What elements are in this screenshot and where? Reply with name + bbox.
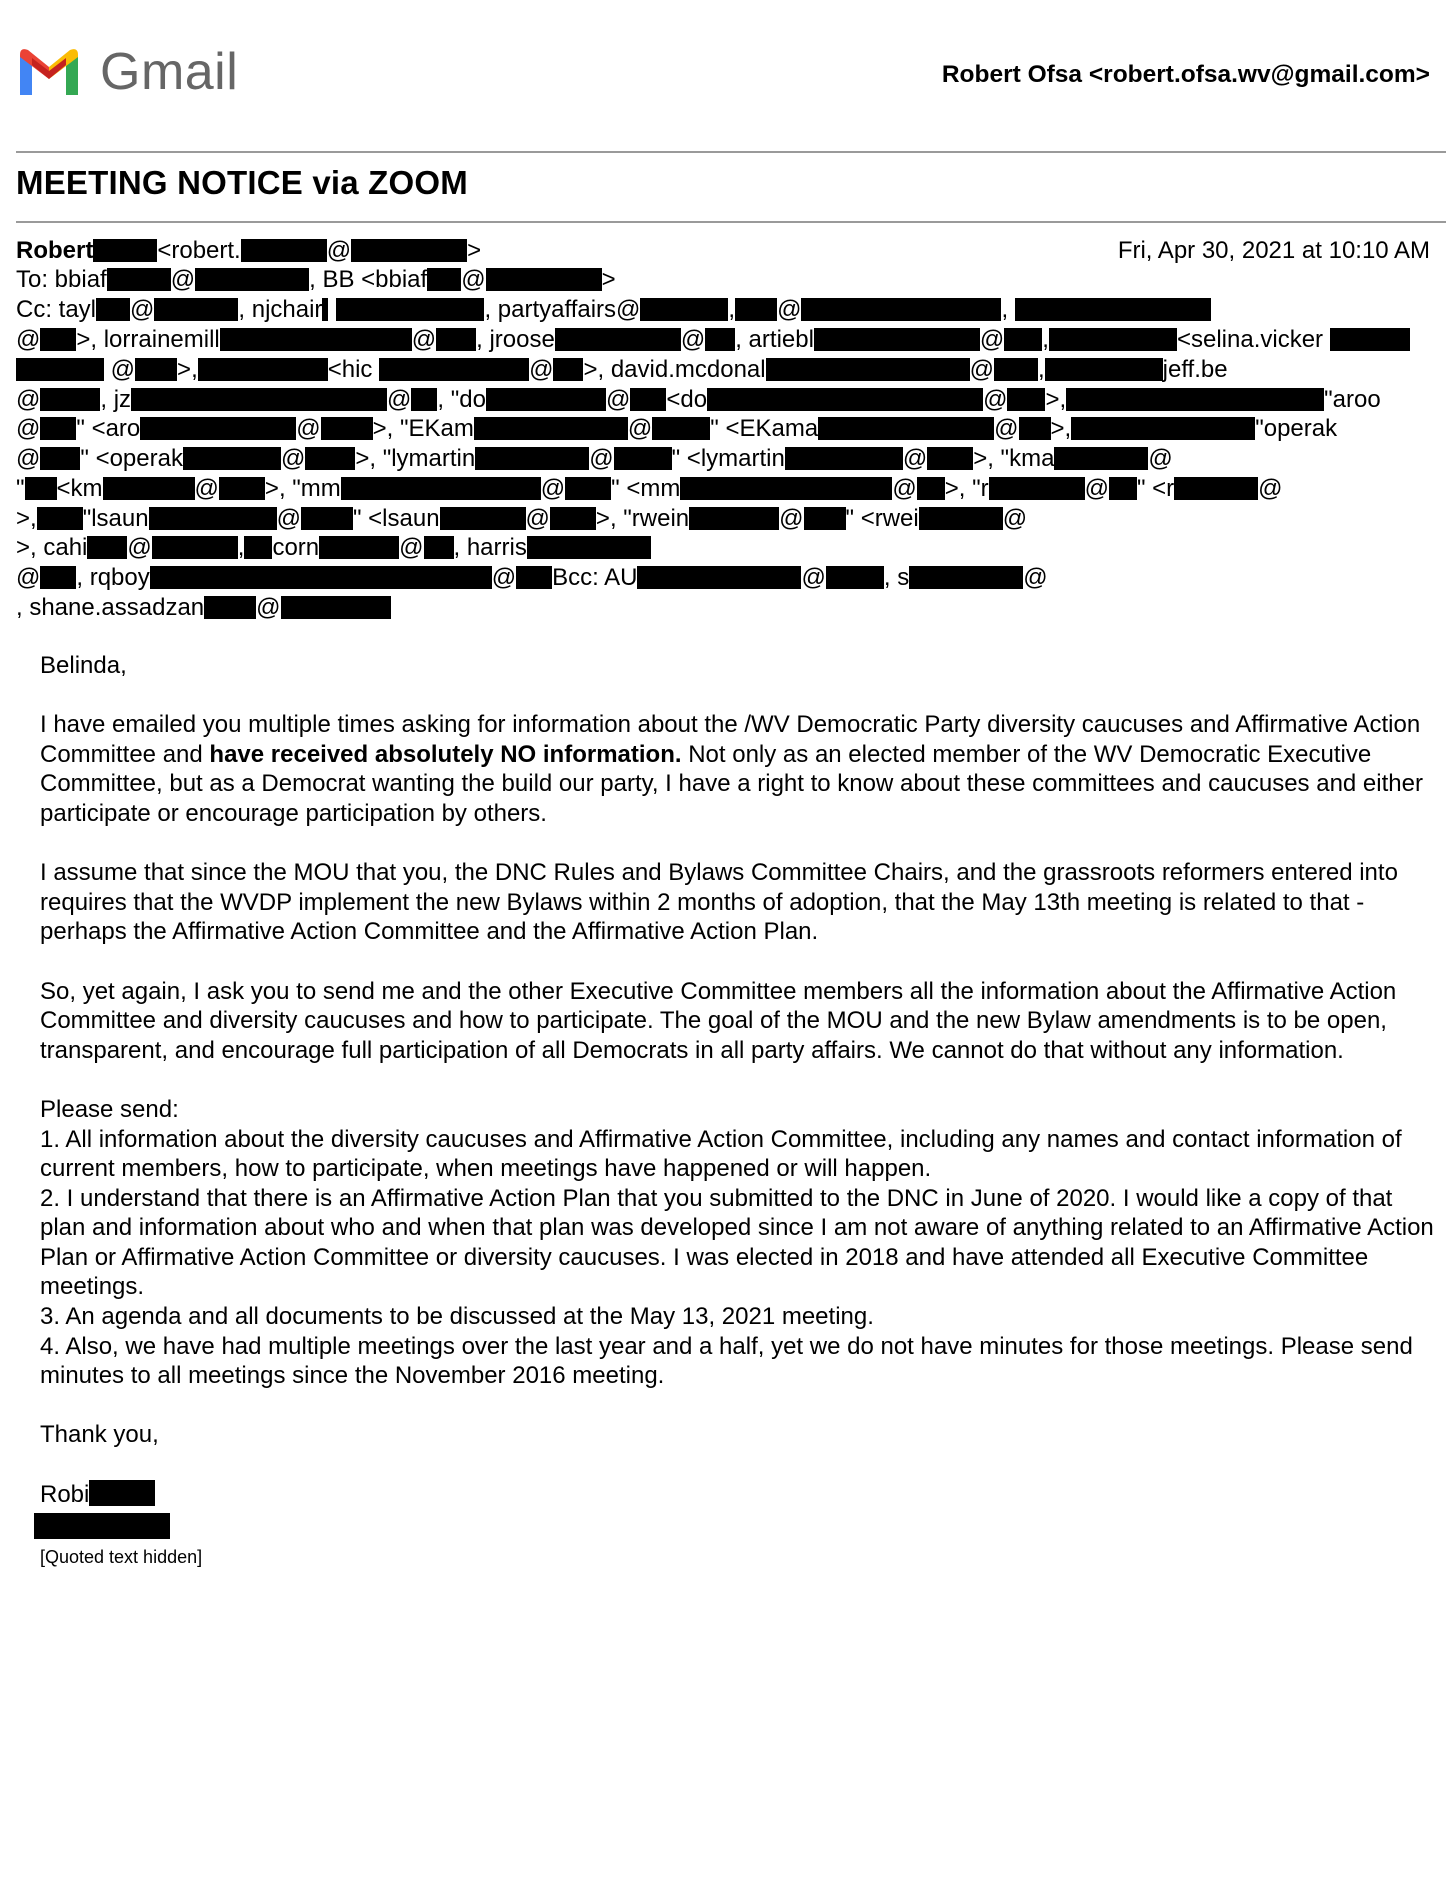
header-text: <hic xyxy=(327,356,373,383)
redaction-bar xyxy=(689,507,779,530)
redaction-bar xyxy=(486,388,606,411)
redaction-bar xyxy=(814,328,980,351)
cc-line-1 xyxy=(16,295,1211,325)
redaction-bar xyxy=(152,536,238,559)
redaction-bar xyxy=(909,566,1023,589)
request-list xyxy=(40,1095,1440,1391)
bcc-line-2 xyxy=(16,593,391,623)
header-text: @ xyxy=(627,415,653,442)
redaction-bar xyxy=(319,536,399,559)
paragraph-1: I have emailed you multiple times asking for information about the /WV Democratic Party diversity caucuses and Affirmative Action Committee and have received absolutely NO information. Not only as an elected member of the WV Democratic Executive Committee, but as a Democrat wanting the build our party, I have a right to know about these committees and caucuses and either participate or encourage participation by others. xyxy=(40,711,1423,827)
header-text: , jroose xyxy=(476,326,555,353)
redaction-bar xyxy=(40,328,76,351)
quoted-text-toggle[interactable]: [Quoted text hidden] xyxy=(40,1547,203,1568)
redaction-bar xyxy=(281,596,391,619)
gmail-logo xyxy=(16,42,238,102)
cc-line-3 xyxy=(16,355,1228,385)
header-text: Robert xyxy=(16,237,94,264)
redaction-bar xyxy=(301,507,353,530)
header-text: @ xyxy=(296,415,321,442)
header-text: @ xyxy=(779,505,804,532)
email-body xyxy=(40,651,1440,1573)
header-text: " <r xyxy=(1136,475,1175,502)
redaction-bar xyxy=(427,268,461,291)
header-text: @ xyxy=(130,296,155,323)
redaction-bar xyxy=(40,447,80,470)
header-text: >, "mm xyxy=(264,475,341,502)
header-text: @ xyxy=(276,505,301,532)
redaction-bar xyxy=(93,239,157,262)
redaction-bar xyxy=(486,268,602,291)
header-text: @ xyxy=(280,445,306,472)
gmail-m-icon xyxy=(16,45,82,99)
header-text: @ xyxy=(902,445,928,472)
redaction-bar xyxy=(475,447,589,470)
redaction-bar xyxy=(411,388,437,411)
redaction-bar xyxy=(989,477,1085,500)
redaction-bar xyxy=(785,447,903,470)
header-text: >, "rwein xyxy=(595,505,690,532)
redaction-bar xyxy=(1019,417,1051,440)
divider xyxy=(16,151,1446,153)
paragraph-3: So, yet again, I ask you to send me and the other Executive Committee members all the information about the Affirmative Action Committee and diversity caucuses and how to participate. The goal of the MOU and the new Bylaw amendments is to be open, transparent, and encourage full participation of all Democrats in all party affairs. We cannot do that without any information. xyxy=(40,977,1397,1064)
header-text: , njchair xyxy=(238,296,323,323)
redaction-bar xyxy=(1045,358,1163,381)
header-text: @ xyxy=(1084,475,1109,502)
redaction-bar xyxy=(379,358,529,381)
bcc-line xyxy=(16,563,1048,593)
redaction-bar xyxy=(140,417,296,440)
redaction-bar xyxy=(40,566,76,589)
header-text: >, lorrainemill xyxy=(76,326,220,353)
header-text: @ xyxy=(16,326,41,353)
redaction-bar xyxy=(195,268,309,291)
header-text: , xyxy=(1037,356,1045,383)
redaction-bar xyxy=(1004,328,1042,351)
header-text: > xyxy=(601,266,616,293)
header-text: @ xyxy=(461,266,486,293)
redaction-bar xyxy=(550,507,596,530)
header-text: >, "kma xyxy=(973,445,1055,472)
header-text: @ xyxy=(1148,445,1173,472)
header-text: jeff.be xyxy=(1162,356,1228,383)
redaction-bar xyxy=(637,566,801,589)
header-text: >, cahi xyxy=(16,534,88,561)
header-text: @ xyxy=(16,564,41,591)
redaction-bar xyxy=(919,507,1003,530)
header-text: " <EKama xyxy=(710,415,819,442)
header-text: @ xyxy=(979,326,1005,353)
header-text: To: bbiaf xyxy=(16,266,107,293)
header-text: @ xyxy=(326,237,352,264)
redaction-bar xyxy=(565,477,611,500)
header-text: , xyxy=(728,296,736,323)
list-item: 2. I understand that there is an Affirmative Action Plan that you submitted to the DNC in June of 2020. I would like a copy of that plan and information about who and when that plan was developed since I am not aware of anything related to an Affirmative Action Plan or Affirmative Action Committee or diversity caucuses. I was elected in 2018 and have attended all Executive Committee meetings. xyxy=(40,1184,1434,1301)
header-text: @ xyxy=(605,386,631,413)
header-text: " <lymartin xyxy=(671,445,785,472)
header-text: @ xyxy=(680,326,706,353)
header-text: >, xyxy=(1045,386,1067,413)
divider xyxy=(16,221,1446,223)
cc-line-8 xyxy=(16,504,1027,534)
header-text: Bcc: AU xyxy=(552,564,638,591)
header-text: @ xyxy=(529,356,554,383)
header-text: >, xyxy=(1050,415,1072,442)
redaction-bar xyxy=(614,447,672,470)
header-text: @ xyxy=(491,564,517,591)
header-text: @ xyxy=(16,415,41,442)
email-subject: MEETING NOTICE via ZOOM xyxy=(16,164,468,201)
email-date: Fri, Apr 30, 2021 at 10:10 AM xyxy=(1117,237,1430,264)
header-text: > xyxy=(467,237,482,264)
list-item: 4. Also, we have had multiple meetings over the last year and a half, yet we do not have minutes for those meetings. Please send minutes to all meetings since the November 2016 meeting. xyxy=(40,1332,1413,1390)
header-text: "lsaun xyxy=(82,505,149,532)
redaction-bar xyxy=(436,328,476,351)
header-text: " <lsaun xyxy=(352,505,440,532)
redaction-bar xyxy=(135,358,177,381)
header-text: "aroo xyxy=(1324,386,1381,413)
header-text: <robert. xyxy=(157,237,241,264)
header-text: , xyxy=(237,534,245,561)
header-text: "operak xyxy=(1255,415,1338,442)
redaction-bar xyxy=(555,328,681,351)
redaction-bar xyxy=(34,1513,170,1539)
header-text: , partyaffairs@ xyxy=(484,296,641,323)
redaction-bar xyxy=(1330,328,1410,351)
redaction-bar xyxy=(154,298,238,321)
redaction-bar xyxy=(818,417,994,440)
redaction-bar xyxy=(103,477,195,500)
redaction-bar xyxy=(652,417,710,440)
redaction-bar xyxy=(204,596,256,619)
header-text: @ xyxy=(127,534,152,561)
header-text: <km xyxy=(56,475,103,502)
redaction-bar xyxy=(40,417,76,440)
redaction-bar xyxy=(680,477,892,500)
redaction-bar xyxy=(1174,477,1258,500)
header-text: , xyxy=(1042,326,1049,353)
header-text: @ xyxy=(1023,564,1048,591)
header-text: @ xyxy=(16,386,41,413)
redaction-bar xyxy=(705,328,735,351)
header-text: corn xyxy=(272,534,320,561)
header-text: @ xyxy=(194,475,219,502)
header-text: @ xyxy=(969,356,994,383)
redaction-bar xyxy=(25,477,57,500)
signature-redaction xyxy=(34,1513,1440,1541)
redaction-bar xyxy=(336,298,484,321)
header-text: @ xyxy=(994,415,1019,442)
cc-line-9 xyxy=(16,533,651,563)
header-text: @ xyxy=(256,594,281,621)
header-text: <do xyxy=(666,386,708,413)
redaction-bar xyxy=(198,358,328,381)
header-text: @ xyxy=(540,475,566,502)
list-item: 3. An agenda and all documents to be discussed at the May 13, 2021 meeting. xyxy=(40,1303,874,1331)
header-text: , harris xyxy=(453,534,527,561)
header-text: @ xyxy=(387,386,412,413)
header-text: >, xyxy=(177,356,198,383)
redaction-bar xyxy=(183,447,281,470)
redaction-bar xyxy=(244,536,272,559)
header-text: , BB <bbiaf xyxy=(309,266,428,293)
header-text: , s xyxy=(883,564,910,591)
greeting: Belinda, xyxy=(40,652,127,679)
redaction-bar xyxy=(630,388,666,411)
redaction-bar xyxy=(735,298,777,321)
header-text: >, "lymartin xyxy=(355,445,476,472)
header-text: @ xyxy=(1258,475,1283,502)
redaction-bar xyxy=(527,536,651,559)
header-text: @ xyxy=(110,356,136,383)
header-text: >, "r xyxy=(944,475,989,502)
closing: Thank you, xyxy=(40,1421,159,1449)
cc-line-6 xyxy=(16,444,1173,474)
redaction-bar xyxy=(89,1480,155,1506)
cc-line-2 xyxy=(16,325,1410,355)
header-text: " xyxy=(16,475,25,502)
redaction-bar xyxy=(219,477,265,500)
redaction-bar xyxy=(96,298,130,321)
header-text: @ xyxy=(777,296,802,323)
redaction-bar xyxy=(351,239,467,262)
header-text: , "do xyxy=(437,386,486,413)
redaction-bar xyxy=(37,507,83,530)
list-heading: Please send: xyxy=(40,1095,179,1123)
redaction-bar xyxy=(322,298,328,321)
redaction-bar xyxy=(640,298,728,321)
gmail-wordmark: Gmail xyxy=(100,43,239,101)
from-line xyxy=(16,236,481,266)
redaction-bar xyxy=(1054,447,1148,470)
redaction-bar xyxy=(150,566,492,589)
header-text: , rqboy xyxy=(76,564,150,591)
redaction-bar xyxy=(801,298,1001,321)
header-text: @ xyxy=(399,534,424,561)
header-text: @ xyxy=(411,326,437,353)
header-text: @ xyxy=(983,386,1008,413)
redaction-bar xyxy=(149,507,277,530)
redaction-bar xyxy=(707,388,983,411)
cc-line-5 xyxy=(16,414,1337,444)
header-text: , xyxy=(1001,296,1009,323)
redaction-bar xyxy=(1109,477,1137,500)
redaction-bar xyxy=(804,507,846,530)
header-text: " <rwei xyxy=(845,505,919,532)
redaction-bar xyxy=(927,447,973,470)
redaction-bar xyxy=(917,477,945,500)
signature: Robi xyxy=(40,1480,1440,1510)
to-line xyxy=(16,265,616,295)
cc-line-4 xyxy=(16,385,1381,415)
header-text: " <aro xyxy=(76,415,141,442)
header-text: , jz xyxy=(100,386,132,413)
header-text: @ xyxy=(1002,505,1028,532)
header-text: , artiebl xyxy=(735,326,814,353)
redaction-bar xyxy=(826,566,884,589)
redaction-bar xyxy=(1015,298,1211,321)
redaction-bar xyxy=(131,388,387,411)
header-text: >, david.mcdonal xyxy=(583,356,766,383)
header-text: Cc: tayl xyxy=(16,296,97,323)
redaction-bar xyxy=(341,477,541,500)
redaction-bar xyxy=(321,417,373,440)
header-text: >, "EKam xyxy=(372,415,474,442)
redaction-bar xyxy=(87,536,127,559)
redaction-bar xyxy=(424,536,454,559)
redaction-bar xyxy=(241,239,327,262)
header-text: <selina.vicker xyxy=(1176,326,1324,353)
redaction-bar xyxy=(440,507,526,530)
redaction-bar xyxy=(766,358,970,381)
cc-line-7 xyxy=(16,474,1283,504)
paragraph-2: I assume that since the MOU that you, the DNC Rules and Bylaws Committee Chairs, and the grassroots reformers entered into requires that the WVDP implement the new Bylaws within 2 months of adoption, that the May 13th meeting is related to that - perhaps the Affirmative Action Committee and the Affirmative Action Plan. xyxy=(40,859,1398,946)
redaction-bar xyxy=(1066,388,1324,411)
redaction-bar xyxy=(994,358,1038,381)
redaction-bar xyxy=(553,358,583,381)
redaction-bar xyxy=(220,328,412,351)
redaction-bar xyxy=(1071,417,1255,440)
header-text: " <operak xyxy=(80,445,183,472)
header-text: @ xyxy=(16,445,41,472)
header-text: @ xyxy=(170,266,196,293)
redaction-bar xyxy=(474,417,628,440)
header-text: " <mm xyxy=(611,475,681,502)
redaction-bar xyxy=(1049,328,1177,351)
redaction-bar xyxy=(305,447,355,470)
header-text: @ xyxy=(892,475,917,502)
header-text: @ xyxy=(801,564,826,591)
redaction-bar xyxy=(1007,388,1045,411)
header-text: @ xyxy=(589,445,614,472)
redaction-bar xyxy=(40,388,100,411)
header-text: @ xyxy=(525,505,550,532)
account-email: Robert Ofsa <robert.ofsa.wv@gmail.com> xyxy=(941,61,1430,88)
list-item: 1. All information about the diversity caucuses and Affirmative Action Committee, including any names and contact information of current members, how to participate, when meetings have happened or will happen. xyxy=(40,1125,1402,1183)
redaction-bar xyxy=(107,268,171,291)
header-text: >, xyxy=(16,505,37,532)
header-text: , shane.assadzan xyxy=(16,594,205,621)
redaction-bar xyxy=(516,566,552,589)
redaction-bar xyxy=(16,358,104,381)
